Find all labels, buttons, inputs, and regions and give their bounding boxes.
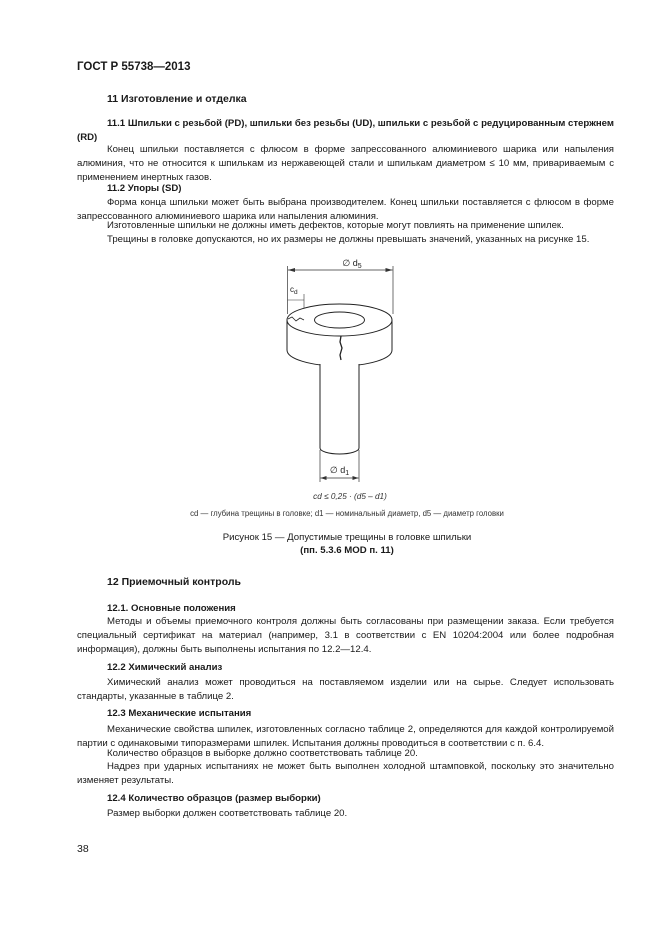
figure-legend: cd — глубина трещины в головке; d1 — номинальный диаметр, d5 — диаметр головки xyxy=(190,509,504,518)
stud-head-inner-ring xyxy=(315,312,365,328)
section-12-3-paragraph-2: Количество образцов в выборке должно соответствовать таблице 20. xyxy=(107,748,418,759)
cd-label: $c_d$ xyxy=(290,285,298,296)
section-11-2-paragraph-2: Изготовленные шпильки не должны иметь дефектов, которые могут повлиять на применение шпилек. xyxy=(107,220,564,231)
section-12-3-paragraph-1: Механические свойства шпилек, изготовленных согласно таблице 2, определяются для каждой контролируемой партии с одинаковыми типоразмерами шпилек. Испытания должны проводиться в соответствии с п. 6.4. xyxy=(77,724,614,749)
d1-label: ∅ $d_1$ xyxy=(329,465,350,477)
section-12-1-title: 12.1. Основные положения xyxy=(107,603,236,614)
page-number: 38 xyxy=(77,843,89,855)
section-12-3-paragraph-3: Надрез при ударных испытаниях не может быть выполнен холодной штамповкой, поскольку это значительно изменяет результаты. xyxy=(77,761,614,786)
section-12-2-title: 12.2 Химический анализ xyxy=(107,662,223,673)
section-11-2-title: 11.2 Упоры (SD) xyxy=(107,183,182,194)
section-12-title: 12 Приемочный контроль xyxy=(107,576,241,588)
stud-crack-figure xyxy=(260,252,420,492)
section-12-4-paragraph: Размер выборки должен соответствовать таблице 20. xyxy=(107,808,348,819)
section-12-1-paragraph: Методы и объемы приемочного контроля должны быть согласованы при размещении заказа. Если требуется специальный сертификат на материал (например, 3.1 в соответствии с EN 10204:2004 или более подробная информация), должны быть выполнены испытания по 12.2—12.4. xyxy=(77,616,614,655)
document-header: ГОСТ Р 55738—2013 xyxy=(77,61,191,73)
d5-label: ∅ $d_5$ xyxy=(342,258,362,270)
d5-arrow-right xyxy=(386,268,393,272)
section-11-2-paragraph-3: Трещины в головке допускаются, но их размеры не должны превышать значений, указанных на рисунке 15. xyxy=(107,234,590,245)
d1-arrow-right xyxy=(353,476,359,480)
figure-caption: Рисунок 15 — Допустимые трещины в головке шпильки xyxy=(222,532,472,543)
d1-arrow-left xyxy=(321,476,327,480)
section-11-title: 11 Изготовление и отделка xyxy=(107,93,247,105)
stud-shank xyxy=(320,364,359,454)
section-11-1-title: 11.1 Шпильки с резьбой (PD), шпильки без резьбы (UD), шпильки с резьбой с редуцированным стержнем (RD) xyxy=(77,118,614,143)
section-11-1-paragraph: Конец шпильки поставляется с флюсом в форме запрессованного алюминиевого шарика или напыления алюминия, что не относится к шпилькам из нержавеющей стали и шпилькам диаметром ≤ 10 мм, привариваемым с применением инертных газов. xyxy=(77,144,614,183)
figure-formula: cd ≤ 0,25 · (d5 – d1) xyxy=(313,492,387,501)
figure-caption-reference: (пп. 5.3.6 MOD п. 11) xyxy=(300,545,394,556)
section-11-2-paragraph-1: Форма конца шпильки может быть выбрана производителем. Конец шпильки поставляется с флюсом в форме запрессованного алюминиевого шарика или напыления алюминия. xyxy=(77,197,614,222)
section-12-4-title: 12.4 Количество образцов (размер выборки) xyxy=(107,793,321,804)
section-12-3-title: 12.3 Механические испытания xyxy=(107,708,252,719)
section-12-2-paragraph: Химический анализ может проводиться на поставляемом изделии или на сырье. Следует использовать стандарты, указанные в таблице 2. xyxy=(77,677,614,702)
d5-arrow-left xyxy=(288,268,295,272)
